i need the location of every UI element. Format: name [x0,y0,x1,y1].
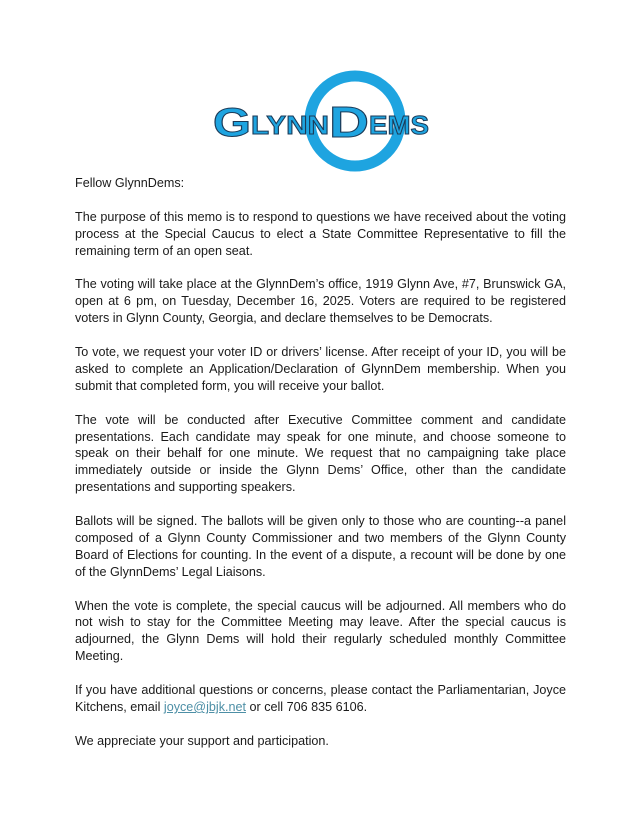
email-link[interactable]: joyce@jbjk.net [163,699,246,714]
contact-text-after: or cell 706 835 6106. [246,699,368,714]
logo-graphic [0,0,640,180]
logo-letters-ems: EMS [369,110,429,140]
memo-body [75,175,566,767]
paragraph-procedure: The vote will be conducted after Executive Committee comment and candidate presentations. Each candidate may speak for one minute, and choose someone to speak on their behalf for one minute. We request that no campaigning take place immediately outside or inside the Glynn Dems’ Office, other than the candidate presentations and supporting speakers. [75,412,566,495]
salutation: Fellow GlynnDems: [75,176,185,190]
logo-letter-d: D [329,98,369,147]
closing: We appreciate your support and participation. [75,733,329,748]
contact-text-before: If you have additional questions or concerns, please contact the Parliamentarian, Joyce Kitchens, email [75,683,566,714]
paragraph-id-requirement: To vote, we request your voter ID or drivers’ license. After receipt of your ID, you will be asked to complete an Application/Declaration of GlynnDem membership. When you submit that completed form, you will receive your ballot. [75,345,566,393]
paragraph-contact [75,682,566,716]
glynndems-logo [0,0,640,180]
logo-letter-g: G [213,101,251,145]
paragraph-purpose: The purpose of this memo is to respond to questions we have received about the voting process at the Special Caucus to elect a State Committee Representative to fill the remaining term of an open seat. [75,209,566,258]
paragraph-location: The voting will take place at the GlynnDem’s office, 1919 Glynn Ave, #7, Brunswick GA, open at 6 pm, on Tuesday, December 16, 2025. Voters are required to be registered voters in Glynn County, Georgia, and declare themselves to be Democrats. [75,277,566,326]
paragraph-ballots: Ballots will be signed. The ballots will be given only to those who are counting--a panel composed of a Glynn County Commissioner and two members of the Glynn County Board of Elections for counting. In the event of a dispute, a recount will be done by one of the GlynnDems’ Legal Liaisons. [75,514,566,579]
paragraph-adjournment: When the vote is complete, the special caucus will be adjourned. All members who do not wish to stay for the Committee Meeting may leave. After the special caucus is adjourned, the Glynn Dems will hold their regularly scheduled monthly Committee Meeting. [75,598,566,664]
logo-letters-lynn: LYNN [251,110,329,140]
